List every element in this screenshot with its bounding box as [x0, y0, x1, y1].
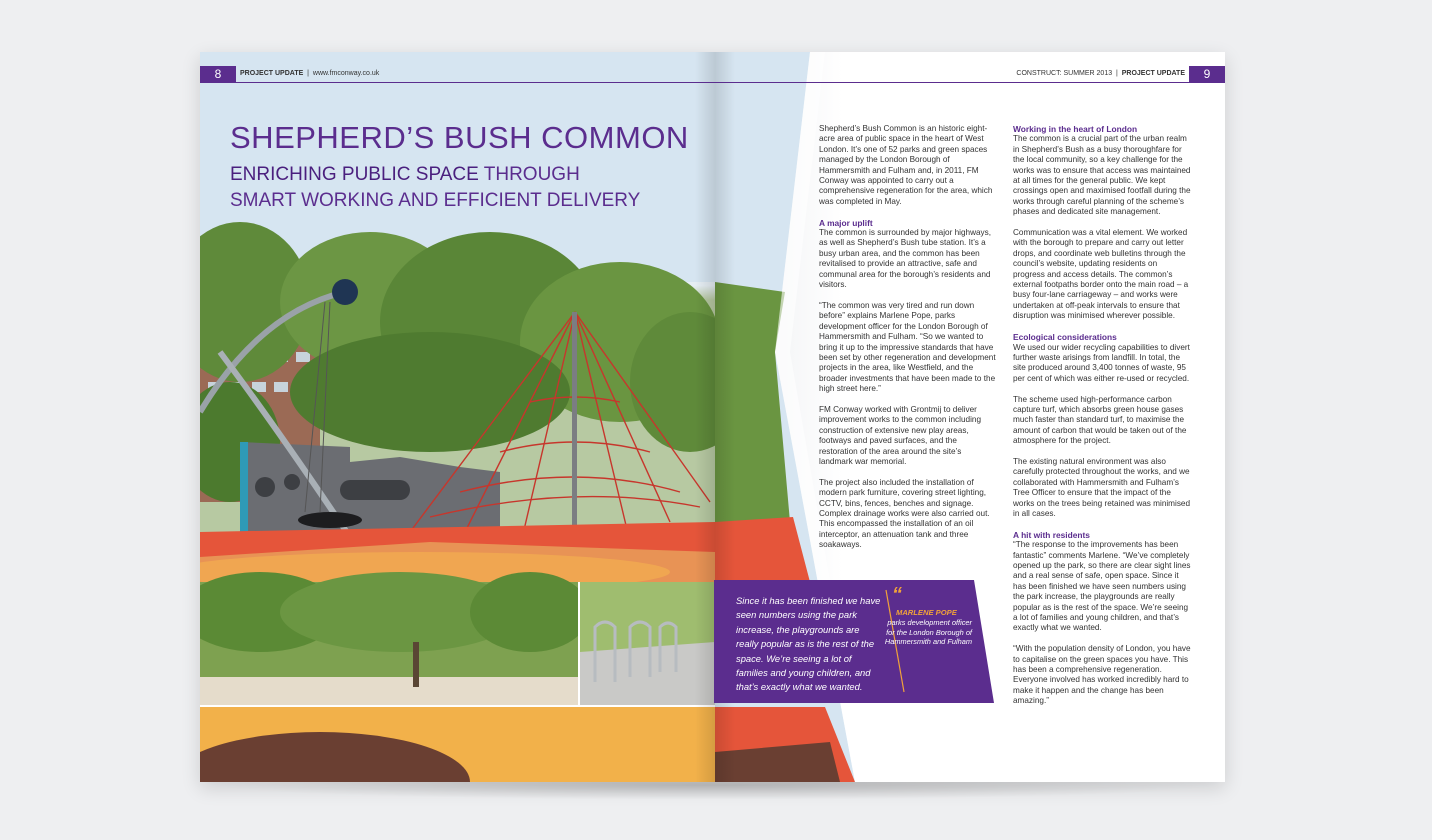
- col2-paragraph-7: “With the population density of London, you have to capitalise on the green spaces you have. This has been a comprehensive regeneration. Everyone involved has worked incredibly hard to make it happen and the change has been amazing.”: [1013, 644, 1191, 706]
- pull-quote-box: [714, 580, 994, 703]
- article-subtitle: [230, 162, 710, 214]
- col2-heading-working: Working in the heart of London: [1013, 124, 1138, 134]
- col2-heading-hit: A hit with residents: [1013, 529, 1090, 540]
- col2-paragraph-6: “The response to the improvements has been fantastic” comments Marlene. “We’ve completely opened up the park, so there are clear sight lines and a real sense of safe, open space. Since it has been finished we have seen numbers using the park increase, the playgrounds are really popular as is the rest of the space. We’re seeing a lot of families and young children, and that’s exactly what we wanted.: [1013, 540, 1191, 633]
- left-header-section: PROJECT UPDATE: [240, 70, 304, 77]
- article-title: SHEPHERD’S BUSH COMMON: [230, 120, 689, 155]
- quote-mark-icon: “: [892, 584, 902, 606]
- col2-paragraph-3: We used our wider recycling capabilities to divert further waste arisings from landfill. In total, the site produced around 3,400 tonnes of waste, 95 per cent of which was either re-used or recycled.: [1013, 342, 1190, 383]
- col2-paragraph-4: The scheme used high-performance carbon capture turf, which absorbs green house gases much faster than standard turf, to maximise the amount of carbon that would be taken out of the atmosphere for the project.: [1013, 394, 1187, 446]
- left-page-header: [200, 66, 715, 82]
- left-page: [200, 52, 715, 782]
- pull-quote-name: MARLENE POPE: [896, 608, 957, 617]
- right-header-rule: [715, 82, 1225, 83]
- col2-heading-ecological: Ecological considerations: [1013, 332, 1117, 343]
- subtitle-rest: THROUGH: [478, 164, 580, 185]
- right-page-header: [715, 66, 1225, 82]
- col1-paragraph-4: The project also included the installation of modern park furniture, covering street lighting, CCTV, bins, fences, benches and signage. Complex drainage works were also carried out. This encompassed the installation of an oil interceptor, an attenuation tank and three soakaways.: [819, 477, 990, 550]
- right-header-section: PROJECT UPDATE: [1121, 70, 1185, 77]
- right-page-number: 9: [1189, 66, 1225, 82]
- col1-paragraph-2: “The common was very tired and run down before” explains Marlene Pope, parks development officer for the London Borough of Hammersmith and Fulham. “So we wanted to bring it up to the impressive standards that have been set by other regeneration and development projects in the area, like Westfield, and the broader investments that have been made to the high street here.”: [819, 300, 996, 394]
- subtitle-line2: SMART WORKING AND EFFICIENT DELIVERY: [230, 190, 641, 211]
- left-header-text: PROJECT UPDATE | www.fmconway.co.uk: [240, 70, 380, 77]
- left-page-number: 8: [200, 66, 236, 82]
- col2-paragraph-5: The existing natural environment was also carefully protected throughout the works, and we collaborated with Hammersmith and Fulham’s Tree Officer to ensure that the impact of the works on the trees being retained was minimised in all cases.: [1013, 456, 1191, 518]
- right-header-issue: CONSTRUCT: SUMMER 2013: [1016, 70, 1113, 77]
- subtitle-strong: ENRICHING PUBLIC SPACE: [230, 164, 479, 185]
- text-column-1: [819, 124, 997, 561]
- col1-paragraph-3: FM Conway worked with Grontmij to deliver improvement works to the common including construction of extensive new play areas, footways and paved surfaces, and the restoration of the area around the site’s landmark war memorial.: [819, 404, 981, 466]
- left-header-website: www.fmconway.co.uk: [312, 70, 380, 77]
- col1-heading-major-uplift: A major uplift: [819, 217, 873, 228]
- pull-quote-text: Since it has been finished we have seen numbers using the park increase, the playgrounds are really popular as is the rest of the space. We’re seeing a lot of families and young children, and that’s exactly what we wanted.: [736, 595, 881, 693]
- magazine-spread: [200, 52, 1225, 782]
- col1-intro: Shepherd’s Bush Common is an historic eight-acre area of public space in the heart of West London. It’s one of 52 parks and green spaces managed by the London Borough of Hammersmith and Fulham and, in 2011, FM Conway was appointed to carry out a comprehensive regeneration for the area, which was completed in May.: [819, 124, 993, 206]
- col1-paragraph-1: The common is surrounded by major highways, as well as Shepherd’s Bush tube station. It’s a busy urban area, and the common has been revitalised to provide an attractive, safe and communal area for the borough’s residents and visitors.: [819, 228, 992, 290]
- col2-paragraph-1: The common is a crucial part of the urban realm in Shepherd’s Bush as a busy thoroughfare for the local community, so a key challenge for the works was to ensure that access was maintained at all times for the general public. We kept crossings open and maximised footfall during the works through careful planning of the scheme’s phases and dedicated site management.: [1013, 134, 1191, 217]
- col2-paragraph-2: Communication was a vital element. We worked with the borough to prepare and carry out letter drops, and coordinate web bulletins through the council’s website, updating residents on progress and access details. The common’s external footpaths border onto the main road – a busy four-lane carriageway – and works were undertaken at off-peak intervals to ensure that disruption was minimised wherever possible.: [1013, 228, 1189, 321]
- left-header-rule: [200, 82, 715, 83]
- text-column-2: [1013, 124, 1191, 717]
- right-header-text: CONSTRUCT: SUMMER 2013 | PROJECT UPDATE: [1016, 70, 1185, 77]
- pull-quote-role: parks development officer for the London Borough of Hammersmith and Fulham: [884, 618, 972, 647]
